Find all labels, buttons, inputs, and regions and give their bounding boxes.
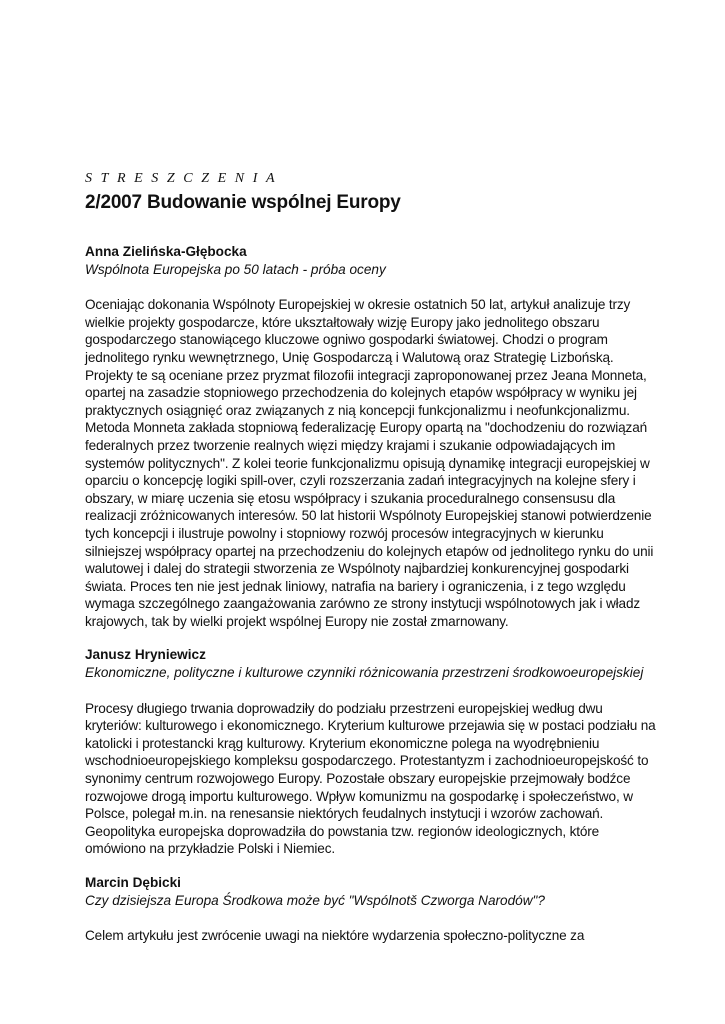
- article-author: Janusz Hryniewicz: [85, 647, 206, 663]
- article-1: [85, 243, 660, 630]
- section-kicker: STRESZCZENIA: [85, 171, 284, 186]
- article-subtitle: Wspólnota Europejska po 50 latach - próba oceny: [85, 261, 386, 277]
- page-content: [85, 170, 660, 961]
- page-title: 2/2007 Budowanie wspólnej Europy: [85, 192, 401, 213]
- article-subtitle: Ekonomiczne, polityczne i kulturowe czynniki różnicowania przestrzeni środkowoeuropejskiej: [85, 665, 644, 681]
- article-abstract: Celem artykułu jest zwrócenie uwagi na niektóre wydarzenia społeczno-polityczne za: [85, 928, 585, 944]
- article-subtitle: Czy dzisiejsza Europa Środkowa może być "Wspólnotš Czworga Narodów"?: [85, 892, 545, 908]
- article-2: [85, 646, 660, 858]
- article-3: [85, 874, 660, 945]
- article-abstract: Procesy długiego trwania doprowadziły do podziału przestrzeni europejskiej według dwu kryteriów: kulturowego i ekonomicznego. Kryterium kulturowe przejawia się w postaci podziału na katolicki i protestancki krąg kulturowy. Kryterium ekonomiczne polega na wyodrębnieniu wschodnioeuropejskiego kompleksu gospodarczego. Protestantyzm i zachodnioeuropejskość to synonimy centrum rozwojowego Europy. Pozostałe obszary europejskie przejmowały bodźce rozwojowe drogą importu kulturowego. Wpływ komunizmu na gospodarkę i społeczeństwo, w Polsce, polegał m.in. na renesansie niektórych feudalnych instytucji i wzorów zachowań. Geopolityka europejska doprowadziła do powstania tzw. regionów ideologicznych, które omówiono na przykładzie Polski i Niemiec.: [85, 700, 656, 857]
- article-author: Anna Zielińska-Głębocka: [85, 244, 247, 259]
- article-author: Marcin Dębicki: [85, 875, 181, 890]
- article-abstract: Oceniając dokonania Wspólnoty Europejskiej w okresie ostatnich 50 lat, artykuł analizuje trzy wielkie projekty gospodarcze, które ukształtowały wizję Europy jako jednolitego obszaru gospodarczego stanowiącego kluczowe ogniwo gospodarki światowej. Chodzi o program jednolitego rynku wewnętrznego, Unię Gospodarczą i Walutową oraz Strategię Lizbońską. Projekty te są oceniane przez pryzmat filozofii integracji zaproponowanej przez Jeana Monneta, opartej na zasadzie stopniowego przechodzenia do kolejnych etapów współpracy w wyniku jej praktycznych osiągnięć oraz związanych z nią koncepcji funkcjonalizmu i neofunkcjonalizmu. Metoda Monneta zakłada stopniową federalizację Europy opartą na "dochodzeniu do rozwiązań federalnych przez tworzenie realnych więzi między krajami i szukanie odpowiadających im systemów politycznych". Z kolei teorie funkcjonalizmu opisują dynamikę integracji europejskiej w oparciu o koncepcję logiki spill-over, czyli rozszerzania zadań integracyjnych na kolejne sfery i obszary, w miarę uczenia się etosu współpracy i szukania proceduralnego consensusu dla realizacji zróżnicowanych interesów. 50 lat historii Wspólnoty Europejskiej stanowi potwierdzenie tych koncepcji i ilustruje powolny i stopniowy rozwój procesów integracyjnych w kierunku silniejszej współpracy opartej na przechodzeniu do kolejnych etapów od jednolitego rynku do unii walutowej i dalej do strategii stworzenia ze Wspólnoty najbardziej konkurencyjnej gospodarki świata. Proces ten nie jest jednak liniowy, natrafia na bariery i ograniczenia, i z tego względu wymaga szczególnego zaangażowania zarówno ze strony instytucji wspólnotowych jak i władz krajowych, tak by wielki projekt wspólnej Europy nie został zmarnowany.: [85, 297, 654, 629]
